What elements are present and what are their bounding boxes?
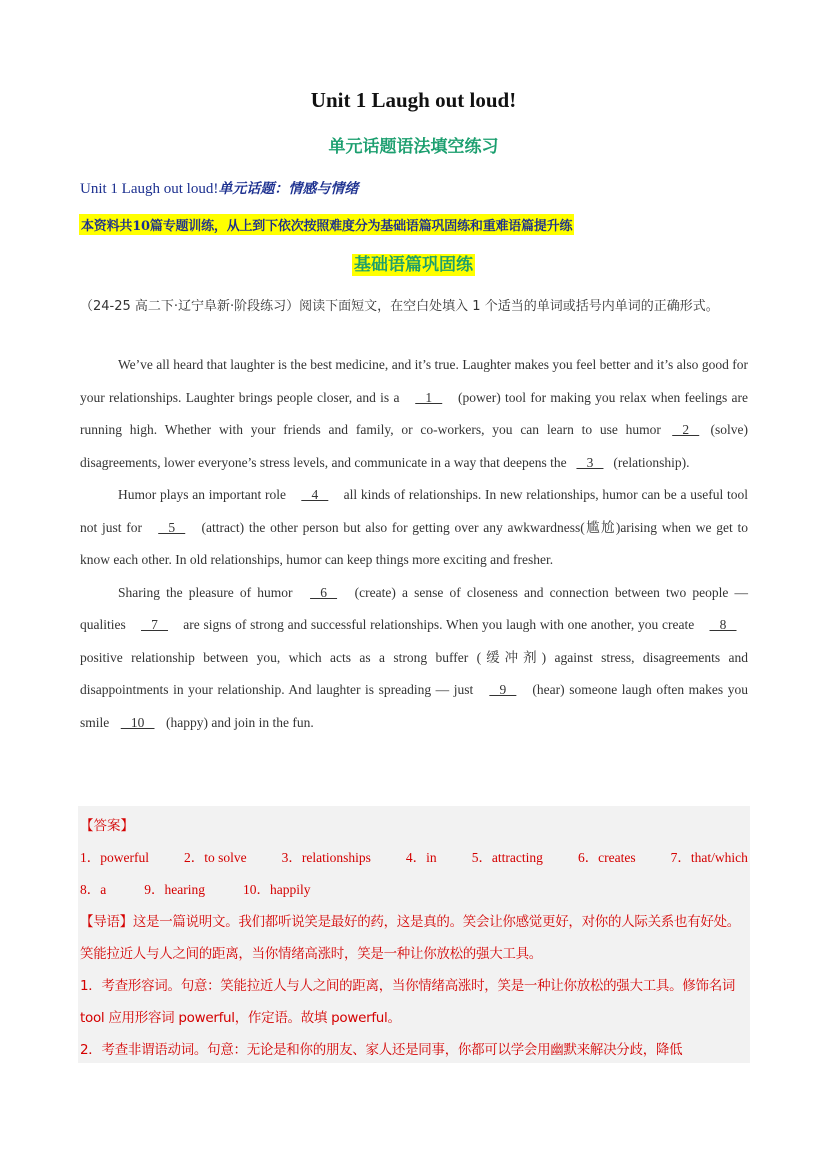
blank-2: 2 [672, 422, 700, 437]
answer-item: 5．attracting [471, 850, 543, 865]
passage-paragraph-1 [80, 349, 748, 479]
answer-label: 【答案】 [80, 818, 134, 834]
section-heading [0, 250, 827, 275]
passage-text: are signs of strong and successful relationships. When you laugh with one another, you create [179, 617, 698, 632]
passage-paragraph-3 [80, 577, 748, 740]
blank-9: 9 [489, 682, 517, 697]
blank-4: 4 [301, 487, 329, 502]
passage [80, 349, 748, 739]
blank-6: 6 [310, 584, 338, 600]
blank-5: 5 [158, 519, 186, 535]
answer-row-2 [80, 874, 748, 906]
intro-banner: 本资料共10篇专题训练，从上到下依次按照难度分为基础语篇巩固练和重难语篇提升练 [79, 214, 574, 235]
passage-text: Humor plays an important role [118, 487, 290, 502]
answer-item: 7．that/which [670, 850, 748, 865]
answer-item: 9．hearing [144, 882, 205, 897]
guide-paragraph [80, 906, 748, 970]
explanation-1: 1．考查形容词。句意：笑能拉近人与人之间的距离，当你情绪高涨时，笑是一种让你放松的强大工具。修饰名词 tool 应用形容词 powerful，作定语。故填 powerful。 [80, 978, 736, 1026]
blank-1: 1 [415, 389, 443, 405]
blank-10: 10 [120, 714, 155, 730]
topic-label: 单元话题：情感与情绪 [218, 181, 359, 197]
passage-paragraph-2 [80, 479, 748, 577]
section-title: 基础语篇巩固练 [354, 255, 473, 275]
answer-item: 10．happily [242, 882, 311, 897]
answer-item: 2．to solve [184, 850, 247, 865]
passage-text: positive relationship between you, which acts as a strong buffer (缓冲剂) against stress, disagreements and disappointments in your relationship. And laughter is spreading — just [80, 649, 748, 697]
passage-text: Sharing the pleasure of humor [118, 584, 299, 600]
answer-row-1 [80, 842, 748, 874]
answer-item: 6．creates [577, 850, 636, 865]
passage-text: (happy) and join in the fun. [162, 714, 314, 730]
passage-text: (attract) the other person but also for getting over any awkwardness(尴尬)arising when we get to know each other. In old relationships, humor can keep things more exciting and fresher. [80, 519, 748, 567]
page-subtitle: 单元话题语法填空练习 [328, 137, 499, 157]
explanation-2: 2．考查非谓语动词。句意：无论是和你的朋友、家人还是同事，你都可以学会用幽默来解决分歧，降低 [80, 1042, 683, 1058]
page-title: Unit 1 Laugh out loud! [310, 88, 517, 112]
blank-3: 3 [576, 454, 604, 470]
answer-item: 8．a [80, 882, 107, 897]
passage-text: (hear) someone laugh often makes you smile [80, 682, 748, 730]
instruction-text: （24-25 高二下·辽宁阜新·阶段练习）阅读下面短文，在空白处填入 1 个适当的单词或括号内单词的正确形式。 [80, 299, 719, 314]
passage-text: (solve) disagreements, lower everyone’s stress levels, and communicate in a way that deepens the [80, 422, 748, 470]
answer-item: 4．in [405, 850, 437, 865]
guide-text: 这是一篇说明文。我们都听说笑是最好的药，这是真的。笑会让你感觉更好，对你的人际关系也有好处。笑能拉近人与人之间的距离，当你情绪高涨时，笑是一种让你放松的强大工具。 [80, 914, 741, 962]
topic-unit: Unit 1 Laugh out loud! [80, 181, 219, 197]
unit-topic [80, 178, 358, 198]
passage-text: We’ve all heard that laughter is the best medicine, and it’s true. Laughter makes you feel better and it’s also good for your relationships. Laughter brings people closer, and is a [80, 357, 748, 405]
answer-item: 3．relationships [281, 850, 371, 865]
guide-label: 【导语】 [80, 914, 133, 930]
answer-section [78, 806, 750, 1063]
blank-8: 8 [709, 617, 737, 632]
blank-7: 7 [141, 617, 169, 632]
passage-text: (relationship). [609, 454, 690, 470]
passage-text: (create) a sense of closeness and connection between two people — qualities [80, 584, 748, 632]
passage-text: (power) tool for making you relax when feelings are running high. Whether with your friends and family, or co-workers, you can learn to use humor [80, 389, 748, 437]
passage-text: all kinds of relationships. In new relationships, humor can be a useful tool not just for [80, 487, 748, 535]
answer-item: 1．powerful [80, 850, 149, 865]
